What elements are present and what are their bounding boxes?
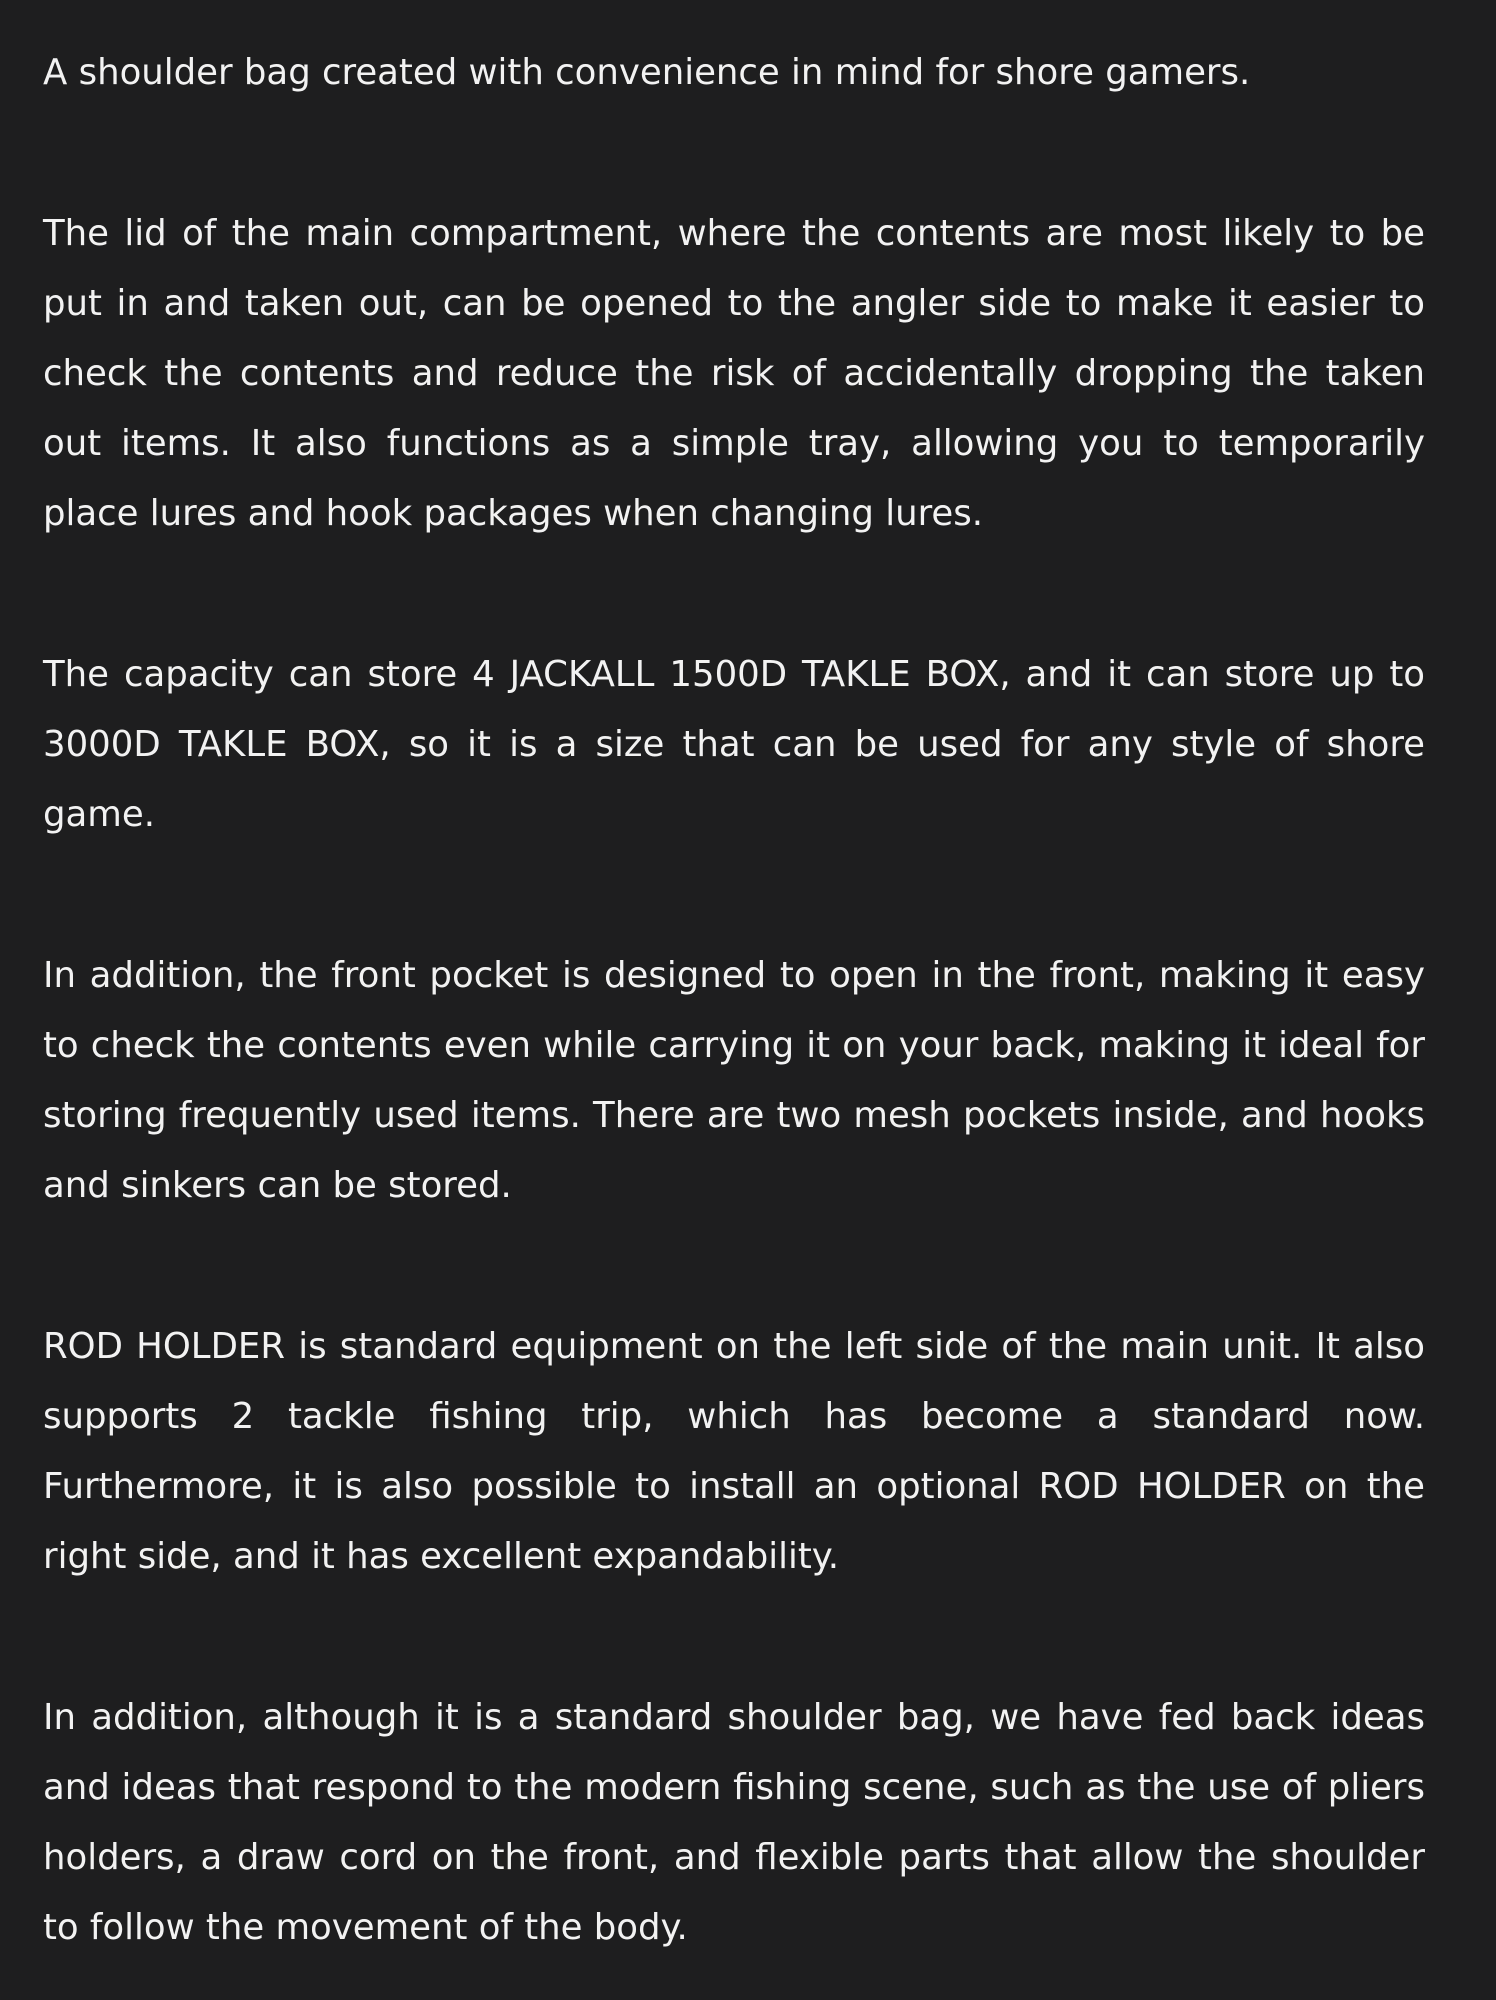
description-paragraph-features: In addition, although it is a standard shoulder bag, we have fed back ideas and ideas that respond to the modern fishing scene, such as the use of pliers holders, a draw cord on the front, and flexible parts that allow the shoulder to follow the movement of the body.	[43, 1697, 1425, 1948]
description-paragraph-rod-holder: ROD HOLDER is standard equipment on the left side of the main unit. It also supports 2 tackle fishing trip, which has become a standard now. Furthermore, it is also possible to install an optional ROD HOLDER on the right side, and it has excellent expandability.	[43, 1326, 1425, 1577]
description-paragraph-front-pocket: In addition, the front pocket is designed to open in the front, making it easy to check the contents even while carrying it on your back, making it ideal for storing frequently used items. There are two mesh pockets inside, and hooks and sinkers can be stored.	[43, 955, 1425, 1206]
description-paragraph-capacity: The capacity can store 4 JACKALL 1500D TAKLE BOX, and it can store up to 3000D TAKLE BOX, so it is a size that can be used for any style of shore game.	[43, 654, 1425, 835]
description-paragraph-intro: A shoulder bag created with convenience in mind for shore gamers.	[43, 52, 1251, 93]
description-paragraph-lid: The lid of the main compartment, where the contents are most likely to be put in and taken out, can be opened to the angler side to make it easier to check the contents and reduce the risk of accidentally dropping the taken out items. It also functions as a simple tray, allowing you to temporarily place lures and hook packages when changing lures.	[43, 213, 1425, 534]
product-description	[43, 38, 1425, 1963]
